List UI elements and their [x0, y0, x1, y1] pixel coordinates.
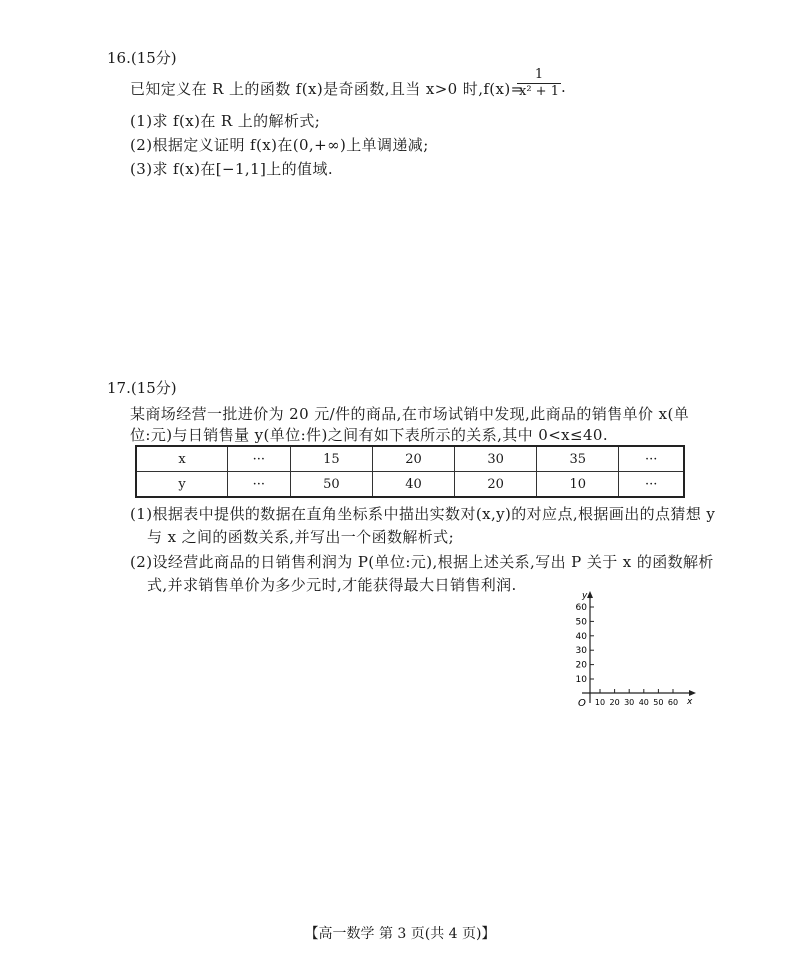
- x-tick-label: 30: [624, 698, 635, 707]
- x-axis-label: x: [687, 697, 693, 707]
- q17-part2-line1: (2)设经营此商品的日销售利润为 P(单位:元),根据上述关系,写出 P 关于 x 的函数解析: [130, 553, 714, 571]
- table-cell: 15: [290, 446, 372, 472]
- y-tick-label: 60: [575, 603, 587, 613]
- x-tick-label: 60: [667, 698, 679, 707]
- table-cell: 20: [455, 472, 537, 498]
- q17-heading: 17.(15分): [107, 379, 177, 397]
- q16-part2: (2)根据定义证明 f(x)在(0,+∞)上单调递减;: [130, 136, 429, 154]
- table-row-y: [136, 472, 684, 498]
- q16-fraction: [517, 68, 561, 99]
- table-cell: ···: [619, 446, 684, 472]
- y-tick-label: 50: [575, 617, 587, 628]
- table-cell: 20: [372, 446, 454, 472]
- x-tick-label: 50: [653, 698, 664, 707]
- table-cell: x: [136, 446, 228, 472]
- q16-heading: 16.(15分): [107, 49, 177, 67]
- y-axis-label: y: [582, 591, 588, 601]
- y-tick-label: 20: [575, 660, 587, 671]
- q16-stem-end: .: [561, 78, 567, 96]
- origin-label: O: [578, 698, 586, 709]
- q17-stem-line2: 位:元)与日销售量 y(单位:件)之间有如下表所示的关系,其中 0<x≤40.: [130, 426, 609, 444]
- table-cell: 50: [290, 472, 372, 498]
- x-tick-label: 20: [609, 698, 620, 707]
- table-row-x: [136, 446, 684, 472]
- table-cell: 30: [455, 446, 537, 472]
- q17-part2-line2: 式,并求销售单价为多少元时,才能获得最大日销售利润.: [147, 576, 517, 594]
- table-cell: 10: [537, 472, 619, 498]
- y-tick-label: 40: [575, 631, 587, 642]
- table-cell: 40: [372, 472, 454, 498]
- q17-data-table: [135, 445, 685, 498]
- q16-fraction-numerator: 1: [534, 67, 544, 82]
- q17-coordinate-axes: [560, 590, 700, 710]
- q16-part1: (1)求 f(x)在 R 上的解析式;: [130, 112, 321, 130]
- x-tick-label: 10: [594, 698, 606, 707]
- q17-stem-line1: 某商场经营一批进价为 20 元/件的商品,在市场试销中发现,此商品的销售单价 x(单: [130, 405, 690, 423]
- table-cell: y: [136, 472, 228, 498]
- q16-stem: [130, 78, 524, 99]
- table-cell: ···: [228, 472, 291, 498]
- x-tick-label: 40: [638, 698, 649, 707]
- q16-part3: (3)求 f(x)在[−1,1]上的值域.: [130, 160, 334, 178]
- y-tick-label: 10: [575, 675, 587, 685]
- page-footer: 【高一数学 第 3 页(共 4 页)】: [304, 926, 496, 942]
- q17-part1-line1: (1)根据表中提供的数据在直角坐标系中描出实数对(x,y)的对应点,根据画出的点猜想 y: [130, 505, 716, 523]
- q16-stem-text: 已知定义在 R 上的函数 f(x)是奇函数,且当 x>0 时,f(x)=: [130, 80, 524, 98]
- table-cell: ···: [619, 472, 684, 498]
- table-cell: ···: [228, 446, 291, 472]
- q17-part1-line2: 与 x 之间的函数关系,并写出一个函数解析式;: [147, 528, 455, 546]
- table-cell: 35: [537, 446, 619, 472]
- q16-fraction-denominator: x² + 1: [519, 84, 559, 99]
- y-tick-label: 30: [575, 646, 587, 657]
